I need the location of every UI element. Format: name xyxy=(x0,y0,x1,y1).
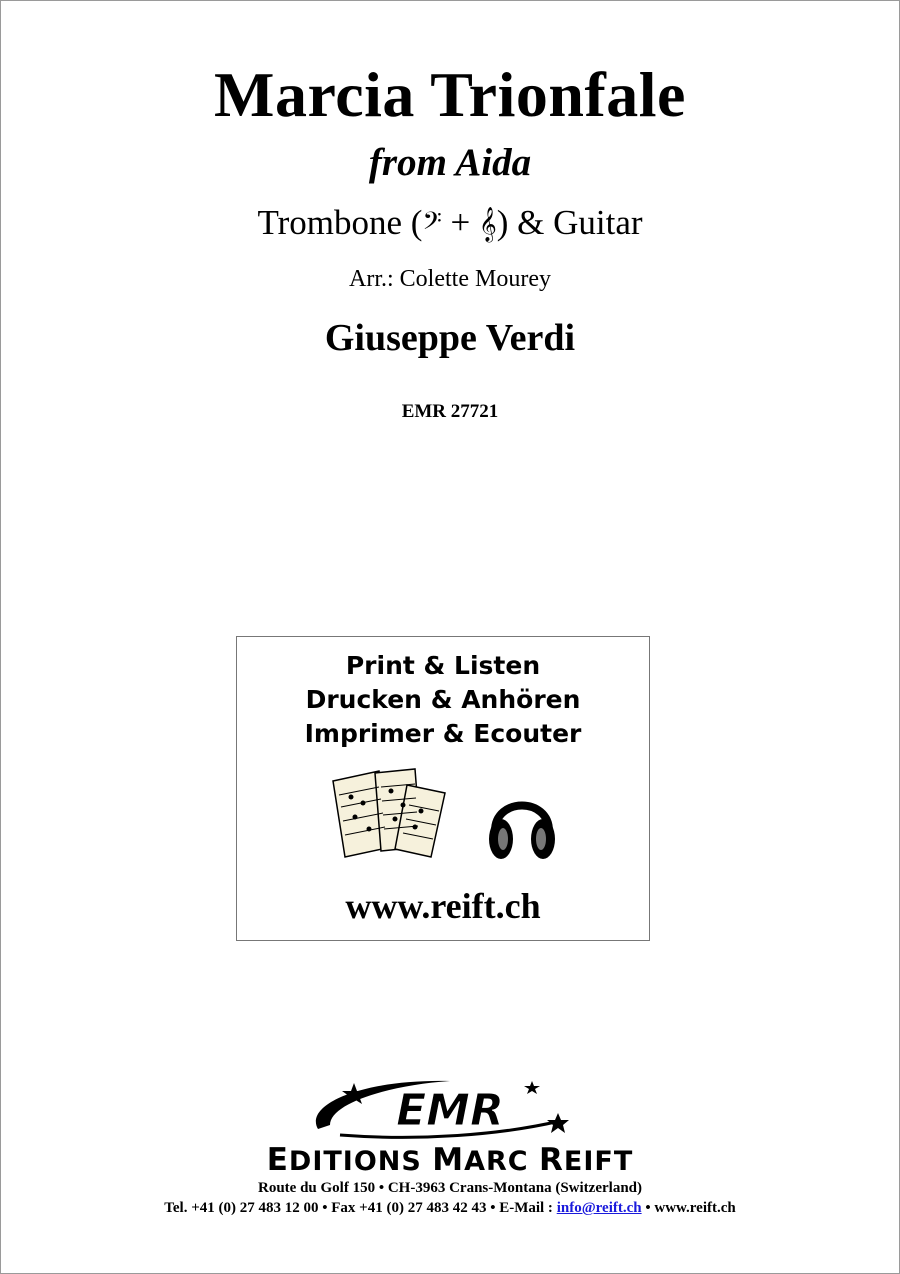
arranger: Arr.: Colette Mourey xyxy=(349,266,551,292)
headphones-icon xyxy=(487,785,557,863)
instrumentation-prefix: Trombone ( xyxy=(257,203,423,242)
subtitle: from Aida xyxy=(368,141,532,184)
email-link[interactable]: info@reift.ch xyxy=(556,1200,642,1216)
instrumentation-plus: + xyxy=(441,203,479,242)
publisher-name xyxy=(0,1142,900,1178)
title: Marcia Trionfale xyxy=(214,59,686,130)
promo-line-french: Imprimer & Ecouter xyxy=(304,719,582,748)
bass-clef-icon: 𝄢 xyxy=(422,207,442,242)
print-listen-box[interactable] xyxy=(236,636,650,941)
publisher-initial-r: R xyxy=(539,1142,564,1178)
publisher-address: Route du Golf 150 • CH-3963 Crans-Montana (Switzerland) xyxy=(258,1180,642,1196)
logo-text: EMR xyxy=(396,1085,504,1136)
publisher-initial-e: E xyxy=(266,1142,289,1178)
publisher-part-arc: ARC xyxy=(464,1146,540,1177)
promo-line-german: Drucken & Anhören xyxy=(305,685,581,714)
catalog-number: EMR 27721 xyxy=(401,401,499,422)
instrumentation-suffix: ) & Guitar xyxy=(496,203,643,242)
treble-clef-icon: 𝄞 xyxy=(478,207,497,242)
sheet-music-icon xyxy=(329,767,455,859)
contact-prefix: Tel. +41 (0) 27 483 12 00 • Fax +41 (0) 27 483 42 43 • E-Mail : xyxy=(164,1200,557,1216)
publisher-part-eift: EIFT xyxy=(563,1146,634,1177)
publisher-initial-m: M xyxy=(432,1142,465,1178)
emr-star-swoosh-logo xyxy=(300,1075,580,1141)
promo-url[interactable]: www.reift.ch xyxy=(345,886,541,926)
composer: Giuseppe Verdi xyxy=(324,317,576,359)
publisher-contact xyxy=(0,1200,900,1217)
instrumentation xyxy=(0,203,900,243)
promo-line-english: Print & Listen xyxy=(345,651,541,680)
contact-suffix: • www.reift.ch xyxy=(641,1200,736,1216)
publisher-part-ditions: DITIONS xyxy=(288,1146,433,1177)
